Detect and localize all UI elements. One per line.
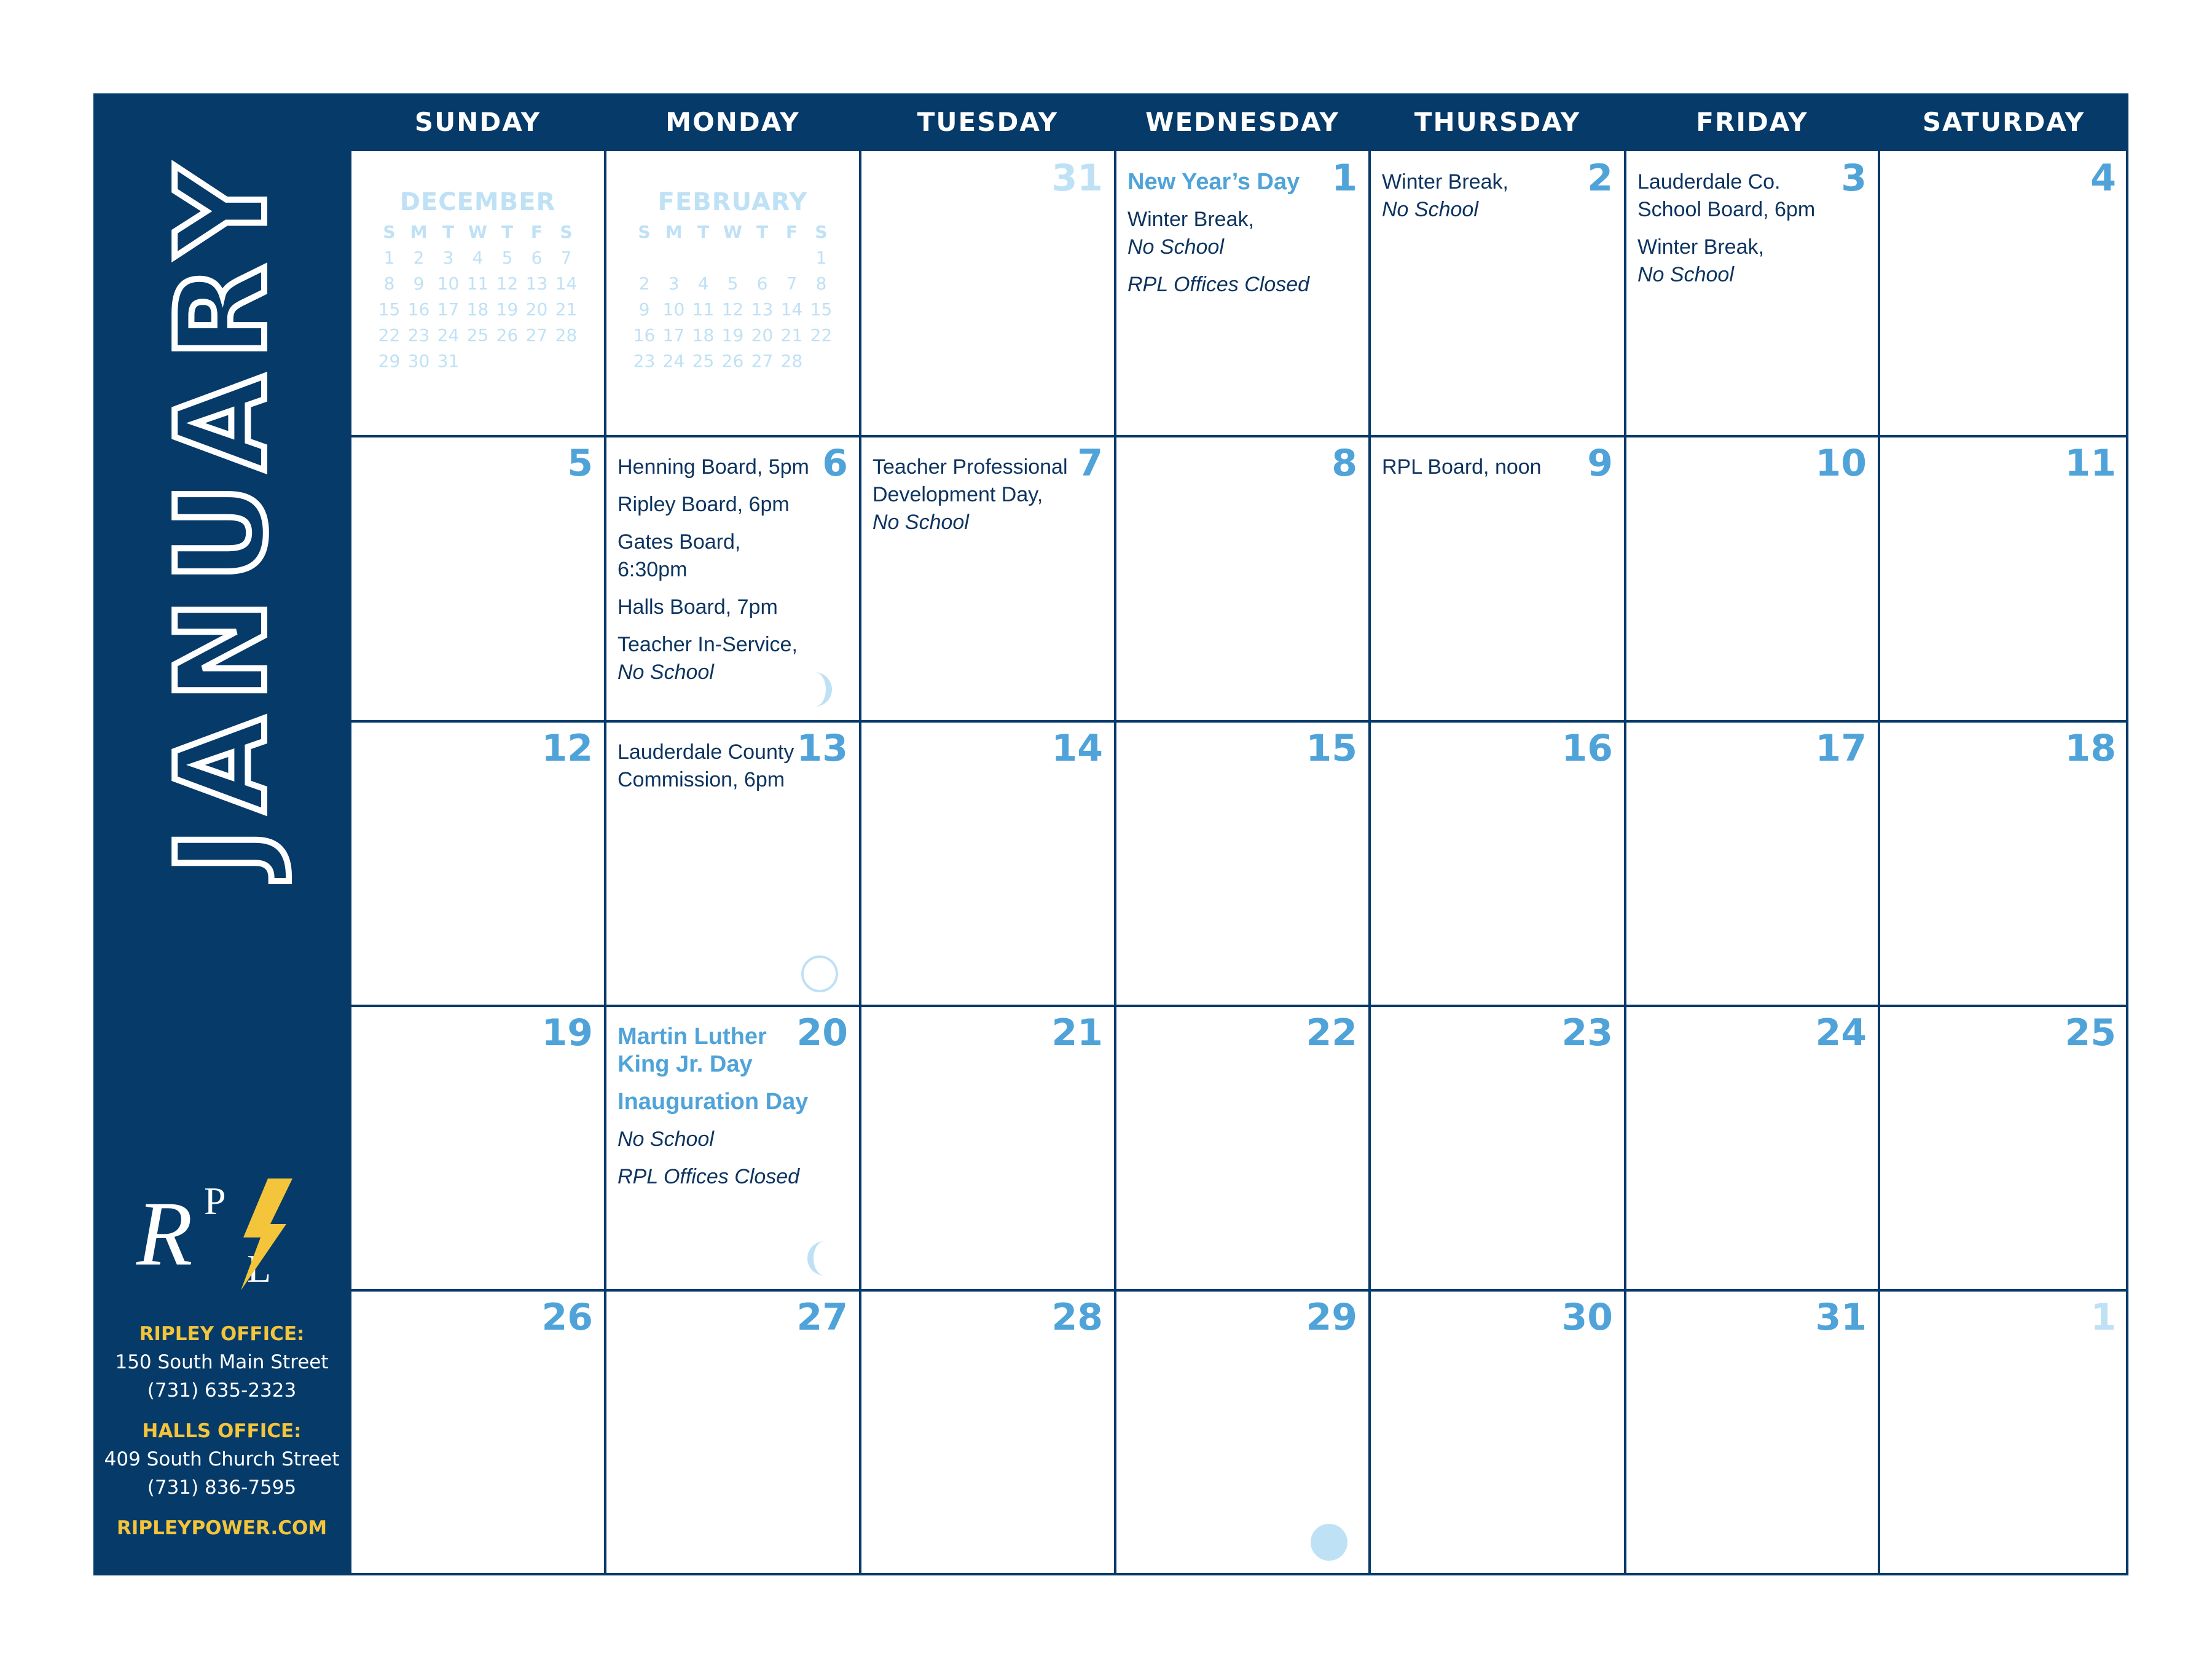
mini-calendar-day: 3 bbox=[668, 273, 680, 294]
mini-calendar-day: 29 bbox=[378, 351, 401, 371]
day-number: 4 bbox=[2090, 157, 2116, 200]
mini-calendar-day: 17 bbox=[662, 325, 685, 345]
event bbox=[618, 631, 814, 686]
day-number: 16 bbox=[1561, 727, 1613, 770]
contact-info bbox=[93, 1320, 350, 1542]
day-number: 20 bbox=[796, 1011, 848, 1054]
weekday-sunday: SUNDAY bbox=[414, 107, 541, 137]
weekday-friday: FRIDAY bbox=[1696, 107, 1808, 137]
mini-calendar-day: 27 bbox=[751, 351, 774, 371]
day-cell[interactable] bbox=[860, 151, 1115, 436]
logo-letter-p: P bbox=[204, 1179, 226, 1223]
day-cell[interactable] bbox=[605, 1006, 860, 1290]
day-cell[interactable] bbox=[1625, 1006, 1879, 1290]
day-cell[interactable] bbox=[860, 721, 1115, 1006]
mini-calendar-weekday: F bbox=[785, 222, 798, 242]
event bbox=[1128, 206, 1324, 261]
day-cell[interactable] bbox=[1879, 436, 2128, 721]
mini-calendar-day: 15 bbox=[378, 299, 401, 320]
rpl-logo bbox=[131, 1174, 310, 1296]
mini-calendar-weekday: S bbox=[383, 222, 396, 242]
event: Halls Board, 7pm bbox=[618, 595, 778, 619]
mini-calendar-day: 21 bbox=[780, 325, 803, 345]
mini-calendar-title: DECEMBER bbox=[399, 188, 556, 216]
mini-calendar-day: 28 bbox=[780, 351, 803, 371]
halls-office-address: 409 South Church Street bbox=[104, 1448, 340, 1470]
mini-calendar-day: 16 bbox=[407, 299, 430, 320]
mini-calendar-day: 26 bbox=[496, 325, 519, 345]
mini-calendar-day: 6 bbox=[531, 248, 543, 268]
day-number: 24 bbox=[1815, 1011, 1867, 1054]
mini-calendar-day: 25 bbox=[692, 351, 715, 371]
day-number: 22 bbox=[1306, 1011, 1357, 1054]
mini-calendar-weekday: W bbox=[723, 222, 742, 242]
day-number: 31 bbox=[1815, 1296, 1867, 1339]
day-number: 3 bbox=[1841, 157, 1867, 200]
event-line: Lauderdale Co. bbox=[1637, 170, 1781, 194]
event-line: School Board, 6pm bbox=[1637, 198, 1816, 221]
event-line: Winter Break, bbox=[1382, 170, 1508, 194]
day-cell[interactable] bbox=[1879, 151, 2128, 436]
day-cell[interactable] bbox=[1115, 151, 1370, 436]
event-list bbox=[1128, 168, 1324, 308]
mini-calendar-day: 18 bbox=[466, 299, 489, 320]
mini-calendar-days bbox=[350, 220, 605, 374]
mini-calendar-day: 22 bbox=[378, 325, 401, 345]
logo-letter-l: L bbox=[247, 1247, 272, 1290]
mini-calendar-blank bbox=[659, 246, 689, 270]
mini-calendar-day: 6 bbox=[756, 273, 768, 294]
mini-calendar-days bbox=[605, 220, 860, 374]
day-number: 8 bbox=[1332, 442, 1357, 485]
day-number: 13 bbox=[796, 727, 848, 770]
day-cell[interactable] bbox=[1115, 436, 1370, 721]
mini-calendar-day: 24 bbox=[437, 325, 460, 345]
mini-calendar-day: 18 bbox=[692, 325, 715, 345]
day-cell[interactable] bbox=[1370, 151, 1625, 436]
day-number: 1 bbox=[2090, 1296, 2116, 1339]
mini-calendar-day: 16 bbox=[633, 325, 656, 345]
day-number: 18 bbox=[2065, 727, 2116, 770]
full-moon-icon bbox=[800, 954, 839, 994]
day-number: 28 bbox=[1051, 1296, 1103, 1339]
mini-calendar-day: 4 bbox=[697, 273, 709, 294]
mini-calendar-day: 14 bbox=[780, 299, 803, 320]
halls-office-phone: (731) 836-7595 bbox=[147, 1477, 297, 1499]
day-cell[interactable] bbox=[860, 1290, 1115, 1574]
day-number: 15 bbox=[1306, 727, 1357, 770]
day-cell[interactable] bbox=[1115, 1006, 1370, 1290]
mini-calendar-weekday: T bbox=[697, 222, 710, 242]
holiday-event: Inauguration Day bbox=[618, 1089, 809, 1115]
mini-calendar-day: 12 bbox=[496, 273, 519, 294]
mini-calendar-blank bbox=[748, 246, 777, 270]
mini-calendar-weekday: T bbox=[442, 222, 455, 242]
mini-calendar-day: 5 bbox=[727, 273, 739, 294]
month-title: JANUARY bbox=[151, 151, 294, 874]
day-cell[interactable] bbox=[1370, 721, 1625, 1006]
event-line: Lauderdale County bbox=[618, 740, 794, 764]
mini-calendar-day: 1 bbox=[383, 248, 395, 268]
event-line: King Jr. Day bbox=[618, 1051, 753, 1077]
mini-calendar-weekday: S bbox=[638, 222, 651, 242]
mini-calendar-weekday: M bbox=[665, 222, 683, 242]
mini-calendar-february bbox=[605, 188, 860, 374]
event-line: Development Day, bbox=[873, 483, 1043, 506]
weekday-tuesday: TUESDAY bbox=[917, 107, 1059, 137]
day-number: 12 bbox=[541, 727, 593, 770]
holiday-event: New Year’s Day bbox=[1128, 169, 1300, 195]
mini-calendar-day: 25 bbox=[466, 325, 489, 345]
mini-calendar-day: 8 bbox=[815, 273, 827, 294]
mini-calendar-day: 7 bbox=[786, 273, 798, 294]
mini-calendar-day: 26 bbox=[721, 351, 744, 371]
day-cell[interactable] bbox=[1370, 436, 1625, 721]
mini-calendar-day: 13 bbox=[751, 299, 774, 320]
day-cell[interactable] bbox=[605, 1290, 860, 1574]
mini-calendar-blank bbox=[718, 246, 748, 270]
day-number: 30 bbox=[1561, 1296, 1613, 1339]
mini-calendar-day: 14 bbox=[555, 273, 578, 294]
day-cell[interactable] bbox=[350, 151, 605, 436]
event-line: No School bbox=[618, 661, 714, 684]
mini-calendar-day: 10 bbox=[437, 273, 460, 294]
website-link[interactable]: RIPLEYPOWER.COM bbox=[116, 1517, 327, 1539]
ripley-office-phone: (731) 635-2323 bbox=[147, 1379, 297, 1402]
mini-calendar-day: 10 bbox=[662, 299, 685, 320]
event bbox=[1637, 168, 1834, 224]
event bbox=[873, 453, 1069, 536]
event-line: Winter Break, bbox=[1128, 208, 1254, 231]
day-cell[interactable] bbox=[605, 151, 860, 436]
mini-calendar-blank bbox=[689, 246, 718, 270]
waxing-crescent-moon-icon bbox=[800, 670, 839, 709]
event-line: No School bbox=[873, 511, 969, 534]
mini-calendar-blank bbox=[777, 246, 807, 270]
mini-calendar-day: 24 bbox=[662, 351, 685, 371]
mini-calendar-day: 19 bbox=[496, 299, 519, 320]
mini-calendar-day: 7 bbox=[560, 248, 572, 268]
event-list bbox=[1382, 453, 1579, 491]
mini-calendar-day: 9 bbox=[638, 299, 650, 320]
day-cell[interactable] bbox=[1370, 1006, 1625, 1290]
mini-calendar-day: 8 bbox=[383, 273, 395, 294]
mini-calendar-day: 20 bbox=[751, 325, 774, 345]
mini-calendar-weekday: S bbox=[815, 222, 828, 242]
day-number: 9 bbox=[1587, 442, 1613, 485]
event: RPL Offices Closed bbox=[618, 1165, 800, 1188]
mini-calendar-day: 11 bbox=[692, 299, 715, 320]
event-line: Commission, 6pm bbox=[618, 768, 785, 791]
mini-calendar-day: 1 bbox=[815, 248, 827, 268]
day-cell[interactable] bbox=[1115, 1290, 1370, 1574]
event-line: Teacher In-Service, bbox=[618, 633, 798, 656]
event: RPL Board, noon bbox=[1382, 455, 1542, 479]
day-cell[interactable] bbox=[1625, 721, 1879, 1006]
mini-calendar-day: 3 bbox=[442, 248, 454, 268]
mini-calendar-day: 2 bbox=[638, 273, 650, 294]
day-number: 23 bbox=[1561, 1011, 1613, 1054]
event-list bbox=[618, 739, 814, 804]
mini-calendar-day: 9 bbox=[413, 273, 425, 294]
mini-calendar-day: 4 bbox=[472, 248, 484, 268]
day-cell[interactable] bbox=[1115, 721, 1370, 1006]
logo-letter-r: R bbox=[136, 1183, 193, 1285]
ripley-office-heading: RIPLEY OFFICE: bbox=[139, 1323, 305, 1345]
day-number: 19 bbox=[541, 1011, 593, 1054]
day-cell[interactable] bbox=[1879, 1006, 2128, 1290]
waning-crescent-moon-icon bbox=[800, 1239, 839, 1278]
event: Henning Board, 5pm bbox=[618, 455, 809, 479]
day-number: 14 bbox=[1051, 727, 1103, 770]
mini-calendar-day: 31 bbox=[437, 351, 460, 371]
day-number: 5 bbox=[567, 442, 593, 485]
day-number: 29 bbox=[1306, 1296, 1357, 1339]
mini-calendar-day: 30 bbox=[407, 351, 430, 371]
mini-calendar-day: 23 bbox=[633, 351, 656, 371]
day-number: 10 bbox=[1815, 442, 1867, 485]
weekday-thursday: THURSDAY bbox=[1414, 107, 1581, 137]
event-line: No School bbox=[1128, 235, 1224, 259]
mini-calendar-day: 22 bbox=[810, 325, 833, 345]
event bbox=[1382, 168, 1579, 224]
day-number: 31 bbox=[1051, 157, 1103, 200]
mini-calendar-day: 23 bbox=[407, 325, 430, 345]
event: No School bbox=[618, 1128, 714, 1151]
mini-calendar-day: 15 bbox=[810, 299, 833, 320]
holiday-event bbox=[618, 1023, 814, 1078]
day-cell[interactable] bbox=[1625, 151, 1879, 436]
event: Gates Board, 6:30pm bbox=[618, 530, 741, 581]
day-number: 11 bbox=[2065, 442, 2116, 485]
mini-calendar-weekday: T bbox=[756, 222, 769, 242]
mini-calendar-weekday: F bbox=[530, 222, 543, 242]
day-cell[interactable] bbox=[1625, 1290, 1879, 1574]
mini-calendar-blank bbox=[630, 246, 659, 270]
event-line: No School bbox=[1382, 198, 1478, 221]
day-number: 1 bbox=[1332, 157, 1357, 200]
event: Ripley Board, 6pm bbox=[618, 493, 790, 516]
mini-calendar-day: 11 bbox=[466, 273, 489, 294]
day-cell[interactable] bbox=[350, 1006, 605, 1290]
day-cell[interactable] bbox=[350, 1290, 605, 1574]
day-cell[interactable] bbox=[350, 436, 605, 721]
weekday-saturday: SATURDAY bbox=[1922, 107, 2085, 137]
halls-office-heading: HALLS OFFICE: bbox=[142, 1420, 302, 1442]
mini-calendar-day: 5 bbox=[501, 248, 513, 268]
event bbox=[1637, 233, 1834, 289]
day-number: 27 bbox=[796, 1296, 848, 1339]
day-cell[interactable] bbox=[1879, 1290, 2128, 1574]
event-line: No School bbox=[1637, 263, 1734, 286]
day-cell[interactable] bbox=[1879, 721, 2128, 1006]
mini-calendar-day: 21 bbox=[555, 299, 578, 320]
mini-calendar-day: 2 bbox=[413, 248, 425, 268]
day-number: 6 bbox=[822, 442, 848, 485]
day-cell[interactable] bbox=[1625, 436, 1879, 721]
event-list bbox=[1637, 168, 1834, 299]
event: RPL Offices Closed bbox=[1128, 273, 1310, 296]
mini-calendar-weekday: S bbox=[560, 222, 573, 242]
mini-calendar-weekday: M bbox=[410, 222, 428, 242]
mini-calendar-day: 20 bbox=[525, 299, 548, 320]
day-cell[interactable] bbox=[860, 436, 1115, 721]
event-list bbox=[873, 453, 1069, 546]
day-number: 21 bbox=[1051, 1011, 1103, 1054]
new-moon-icon bbox=[1309, 1523, 1349, 1562]
calendar-grid bbox=[350, 151, 2128, 1574]
day-number: 17 bbox=[1815, 727, 1867, 770]
mini-calendar-weekday: W bbox=[468, 222, 487, 242]
event-list bbox=[1382, 168, 1579, 233]
mini-calendar-day: 19 bbox=[721, 325, 744, 345]
mini-calendar-day: 17 bbox=[437, 299, 460, 320]
day-cell[interactable] bbox=[350, 721, 605, 1006]
day-cell[interactable] bbox=[1370, 1290, 1625, 1574]
day-cell[interactable] bbox=[605, 436, 860, 721]
event-list bbox=[618, 453, 814, 696]
day-number: 7 bbox=[1077, 442, 1103, 485]
weekday-wednesday: WEDNESDAY bbox=[1145, 107, 1339, 137]
ripley-office-address: 150 South Main Street bbox=[115, 1351, 329, 1373]
weekday-monday: MONDAY bbox=[665, 107, 800, 137]
event bbox=[618, 739, 814, 794]
mini-calendar-title: FEBRUARY bbox=[657, 188, 808, 216]
event-line: Teacher Professional bbox=[873, 455, 1068, 479]
mini-calendar-day: 13 bbox=[525, 273, 548, 294]
event-list bbox=[618, 1023, 814, 1201]
mini-calendar-day: 27 bbox=[525, 325, 548, 345]
mini-calendar-december bbox=[350, 188, 605, 374]
day-number: 26 bbox=[541, 1296, 593, 1339]
day-cell[interactable] bbox=[605, 721, 860, 1006]
day-number: 25 bbox=[2065, 1011, 2116, 1054]
event-line: Winter Break, bbox=[1637, 235, 1764, 259]
mini-calendar-day: 28 bbox=[555, 325, 578, 345]
mini-calendar-weekday: T bbox=[501, 222, 514, 242]
day-cell[interactable] bbox=[860, 1006, 1115, 1290]
event-line: Martin Luther bbox=[618, 1024, 767, 1049]
mini-calendar-day: 12 bbox=[721, 299, 744, 320]
day-number: 2 bbox=[1587, 157, 1613, 200]
